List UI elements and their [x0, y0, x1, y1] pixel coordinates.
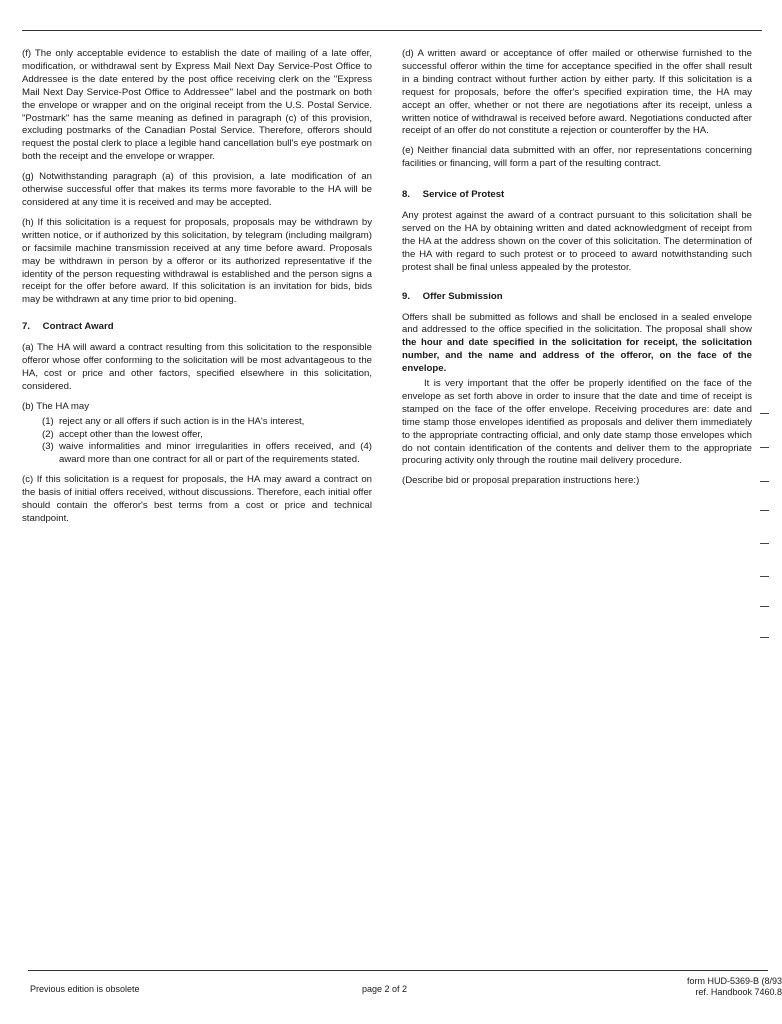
section-7-paragraph-c: (c) If this solicitation is a request for proposals, the HA may award a contract on the basis of initial offers received, without discussions. Therefore, each initial offer should contain the offeror's best terms from a cost or price and technical standpoint.	[22, 474, 372, 524]
paragraph-f: (f) The only acceptable evidence to establish the date of mailing of a late offer, modification, or withdrawal sent by Express Mail Next Day Service-Post Office to Addressee is the date entered by the post office receiving clerk on the "Express Mail Next Day Service-Post Office to Addressee" label and the postmark on both the envelope or wrapper and on the original receipt from the U.S. Postal Service. "Postmark" has the same meaning as defined in paragraph (c) of this provision, excluding postmarks of the Canadian Postal Service. Therefore, offerors should request the postal clerk to place a legible hand cancellation bull's eye postmark on both the receipt and the envelope or wrapper.	[22, 48, 372, 163]
section-9-body-plain: Offers shall be submitted as follows and shall be enclosed in a sealed envelope and addressed to the office specified in the solicitation. The proposal shall show	[402, 311, 752, 336]
margin-tick	[760, 637, 769, 638]
margin-tick	[760, 413, 769, 414]
section-7-paragraph-b-intro: (b) The HA may	[22, 400, 90, 412]
top-rule	[22, 30, 762, 31]
section-9-body	[402, 312, 752, 377]
section-8-heading	[402, 189, 752, 202]
footer-page-number: page 2 of 2	[362, 984, 408, 994]
list-text: accept other than the lowest offer,	[59, 428, 203, 440]
section-9-heading	[402, 291, 752, 304]
margin-tick	[760, 576, 769, 577]
section-9-body-bold: the hour and date specified in the solicitation for receipt, the solicitation number, and the name and address of the offeror, on the face of the envelope.	[402, 337, 752, 375]
right-column	[402, 48, 752, 495]
list-item	[22, 441, 372, 467]
section-9-number: 9.	[402, 290, 411, 302]
footer-edition-note: Previous edition is obsolete	[30, 984, 140, 994]
section-8-title: Service of Protest	[422, 189, 505, 201]
section-7-heading	[22, 321, 372, 334]
footer-rule	[28, 970, 768, 971]
section-8-body: Any protest against the award of a contract pursuant to this solicitation shall be served on the HA by obtaining written and dated acknowledgment of receipt from the HA at the address shown on the cover of this solicitation. The determination of the HA with regard to such protest or to proceed to award notwithstanding such protest shall be final unless appealed by the protestor.	[402, 210, 752, 273]
footer-form-reference	[642, 976, 782, 998]
paragraph-e: (e) Neither financial data submitted with an offer, nor representations concerning facilities or financing, will form a part of the resulting contract.	[402, 145, 752, 170]
section-9-instructions: (Describe bid or proposal preparation instructions here:)	[402, 475, 640, 487]
list-text: reject any or all offers if such action is in the HA's interest,	[59, 415, 305, 427]
margin-ticks	[760, 0, 770, 1024]
margin-tick	[760, 510, 769, 511]
footer-handbook-reference: ref. Handbook 7460.8	[695, 987, 782, 997]
margin-tick	[760, 606, 769, 607]
section-9-important-paragraph: It is very important that the offer be properly identified on the face of the envelope as set forth above in order to insure that the date and time of receipt is stamped on the face of the offer envelope. Receiving procedures are: date and time stamp those envelopes identified as proposals and deliver them immediately to the appropriate contracting official, and only date stamp those envelopes which do not contain identification of the contents and deliver them to the appropriate procuring activity only through the routine mail delivery procedure.	[402, 378, 752, 467]
section-9-title: Offer Submission	[422, 290, 503, 302]
list-marker: (3)	[42, 441, 54, 453]
section-8-number: 8.	[402, 189, 411, 201]
list-text: waive informalities and minor irregularities in offers received, and (4) award more than one contract for all or part of the requirements stated.	[59, 441, 372, 466]
paragraph-g: (g) Notwithstanding paragraph (a) of this provision, a late modification of an otherwise successful offer that makes its terms more favorable to the HA will be considered at any time it is received and may be accepted.	[22, 171, 372, 208]
left-column	[22, 48, 372, 533]
margin-tick	[760, 481, 769, 482]
section-7-number: 7.	[22, 321, 31, 333]
list-marker: (2)	[42, 428, 54, 440]
list-item	[22, 416, 372, 429]
section-7-list	[22, 416, 372, 468]
paragraph-d: (d) A written award or acceptance of offer mailed or otherwise furnished to the successful offeror within the time for acceptance specified in the offer shall result in a binding contract without further action by either party. If this solicitation is a request for proposals, before the offer's specified expiration time, the HA may accept an offer, whether or not there are negotiations after its receipt, unless a written notice of withdrawal is received before award. Negotiations conducted after receipt of an offer do not constitute a rejection or counteroffer by the HA.	[402, 48, 752, 137]
footer-form-number: form HUD-5369-B (8/93	[686, 976, 782, 986]
section-7-paragraph-a: (a) The HA will award a contract resulting from this solicitation to the responsible offeror whose offer conforming to the solicitation will be most advantageous to the HA, cost or price and other factors, specified elsewhere in this solicitation, considered.	[22, 342, 372, 392]
paragraph-h: (h) If this solicitation is a request for proposals, proposals may be withdrawn by written notice, or if authorized by this solicitation, by telegram (including mailgram) or facsimile machine transmission received at any time before award. Proposals may be withdrawn in person by a offeror or its authorized representative if the identity of the person requesting withdrawal is established and the person signs a receipt for the offer before award. If this solicitation is an invitation for bids, bids may be withdrawn at any time prior to bid opening.	[22, 216, 372, 306]
margin-tick	[760, 447, 769, 448]
list-item	[22, 429, 372, 442]
section-7-title: Contract Award	[42, 321, 114, 333]
list-marker: (1)	[42, 415, 54, 427]
margin-tick	[760, 543, 769, 544]
